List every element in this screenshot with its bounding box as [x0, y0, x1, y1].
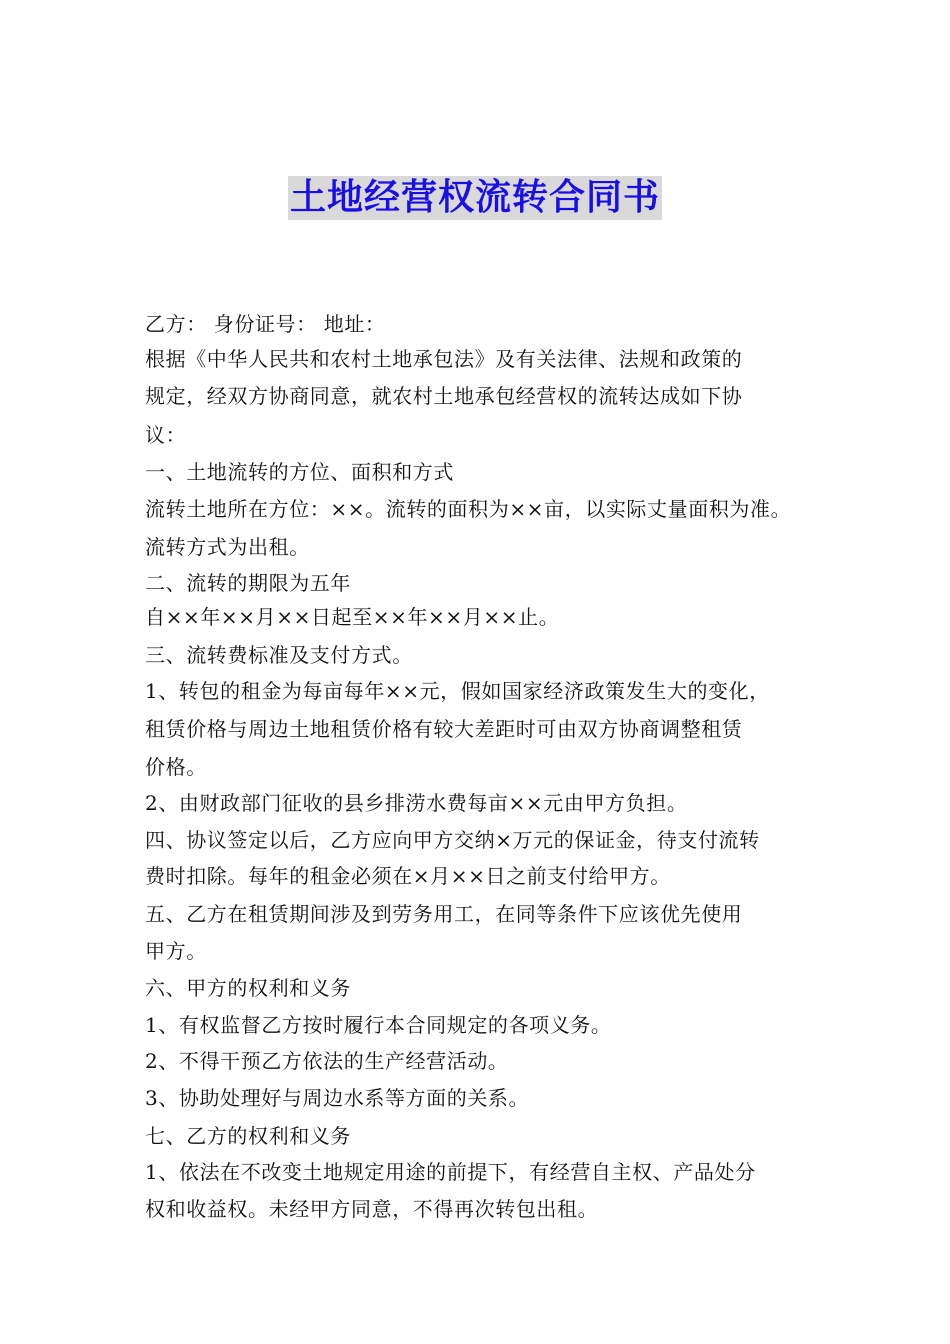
section-6-item-3: 3、协助处理好与周边水系等方面的关系。 — [145, 1086, 530, 1110]
title-block — [0, 176, 950, 220]
section-4-line-1: 四、协议签定以后，乙方应向甲方交纳×万元的保证金，待支付流转 — [145, 828, 760, 852]
section-3-item-2: 2、由财政部门征收的县乡排涝水费每亩××元由甲方负担。 — [145, 791, 688, 815]
preamble-line-3: 议： — [145, 423, 187, 447]
section-4-line-2: 费时扣除。每年的租金必须在×月××日之前支付给甲方。 — [145, 864, 671, 888]
preamble-line-1: 根据《中华人民共和农村土地承包法》及有关法律、法规和政策的 — [145, 347, 743, 371]
section-3-item-1-line-1: 1、转包的租金为每亩每年××元，假如国家经济政策发生大的变化， — [145, 679, 770, 703]
section-1-text-1: 流转土地所在方位：××。流转的面积为××亩，以实际丈量面积为准。 — [145, 497, 792, 521]
section-3-item-1-line-2: 租赁价格与周边土地租赁价格有较大差距时可由双方协商调整租赁 — [145, 717, 743, 741]
section-7-heading: 七、乙方的权利和义务 — [145, 1124, 351, 1148]
section-5-line-2: 甲方。 — [145, 939, 207, 963]
section-3-item-1-line-3: 价格。 — [145, 755, 207, 779]
section-2-heading: 二、流转的期限为五年 — [145, 571, 351, 595]
document-title: 土地经营权流转合同书 — [289, 177, 660, 218]
section-3-heading: 三、流转费标准及支付方式。 — [145, 643, 413, 667]
section-2-text: 自××年××月××日起至××年××月××止。 — [145, 605, 560, 629]
section-6-item-2: 2、不得干预乙方依法的生产经营活动。 — [145, 1049, 509, 1073]
section-1-text-2: 流转方式为出租。 — [145, 535, 310, 559]
section-6-item-1: 1、有权监督乙方按时履行本合同规定的各项义务。 — [145, 1013, 612, 1037]
party-b-info-line: 乙方： 身份证号： 地址： — [145, 312, 386, 336]
section-7-item-1-line-1: 1、依法在不改变土地规定用途的前提下，有经营自主权、产品处分 — [145, 1160, 756, 1184]
section-7-item-1-line-2: 权和收益权。未经甲方同意，不得再次转包出租。 — [145, 1197, 599, 1221]
section-6-heading: 六、甲方的权利和义务 — [145, 976, 351, 1000]
section-5-line-1: 五、乙方在租赁期间涉及到劳务用工，在同等条件下应该优先使用 — [145, 902, 743, 926]
preamble-line-2: 规定，经双方协商同意，就农村土地承包经营权的流转达成如下协 — [145, 384, 743, 408]
section-1-heading: 一、土地流转的方位、面积和方式 — [145, 460, 454, 484]
